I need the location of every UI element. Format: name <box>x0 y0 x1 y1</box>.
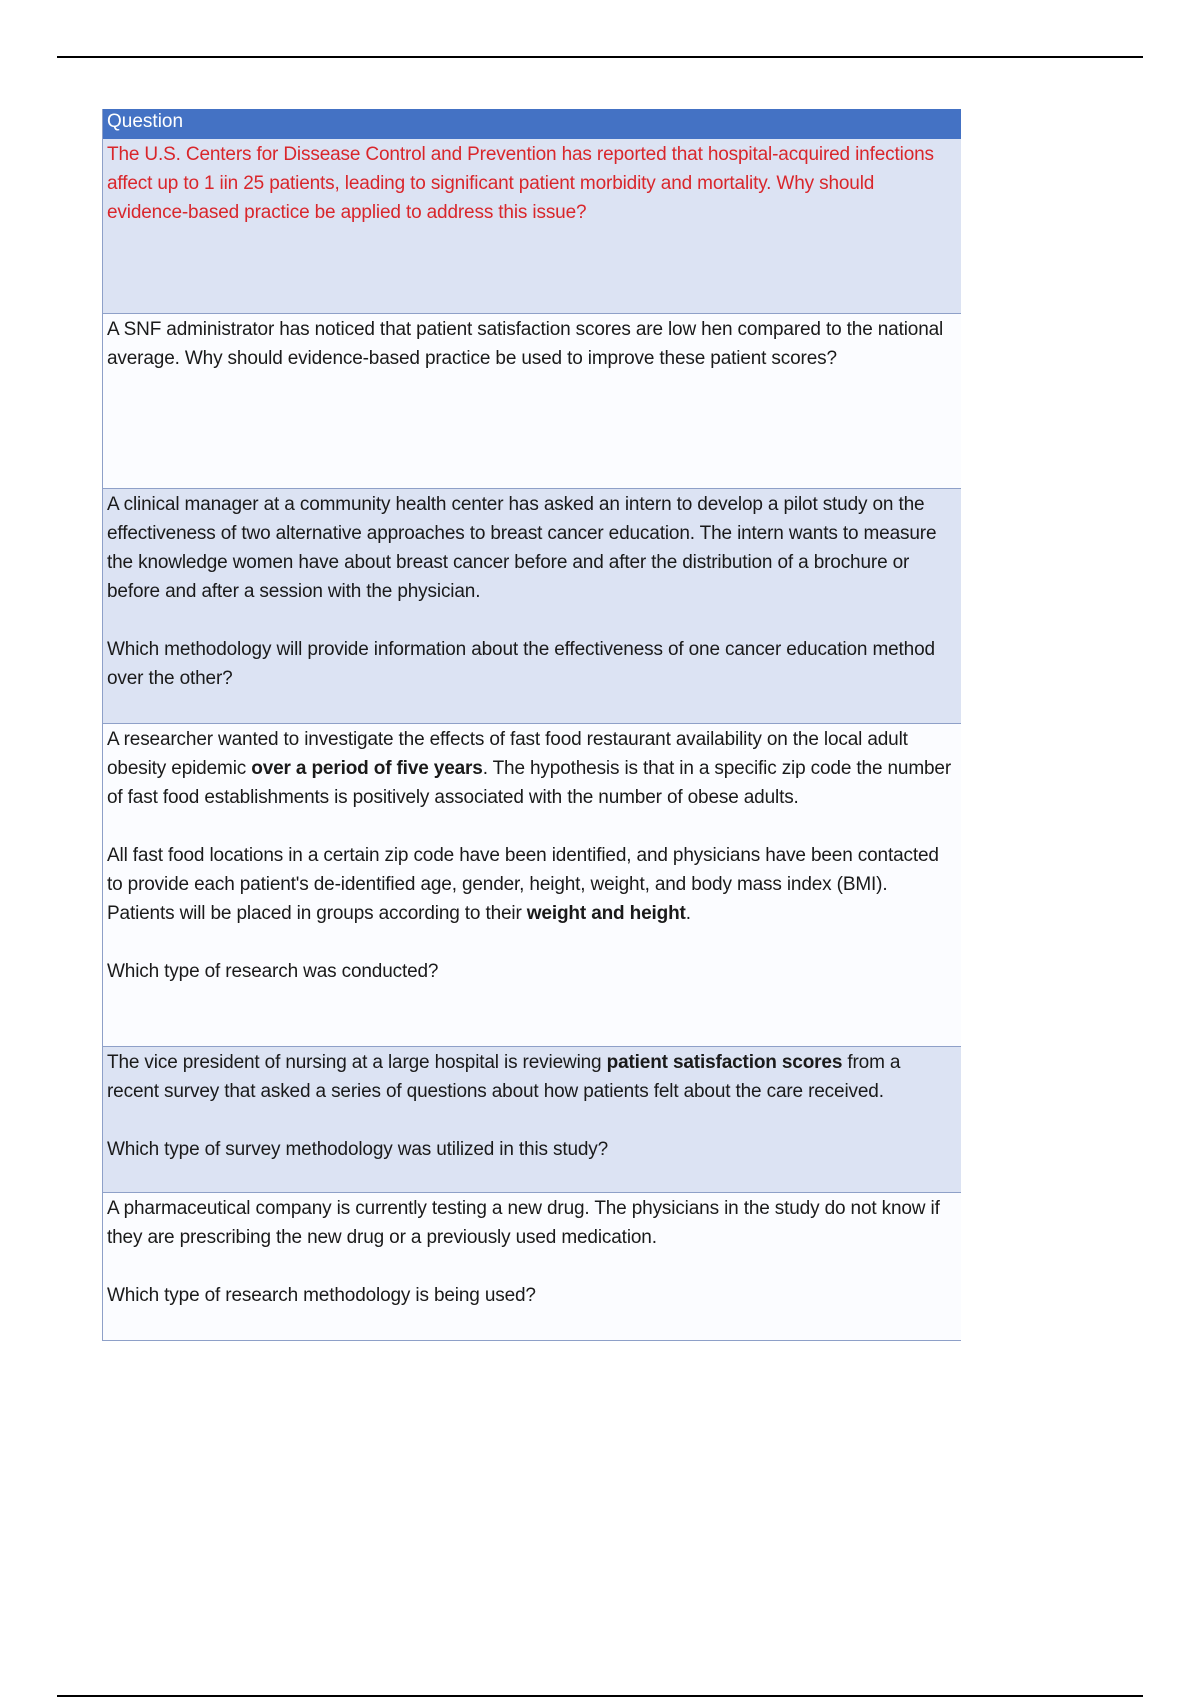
question-prompt: Which type of survey methodology was utilized in this study? <box>107 1139 609 1160</box>
question-row-2 <box>103 314 961 489</box>
question-text: A clinical manager at a community health center has asked an intern to develop a pilot study on the effectiveness of two alternative approaches to breast cancer education. The intern wants to measure the knowledge women have about breast cancer before and after the distribution of a brochure or before and after a session with the physician. <box>107 494 937 602</box>
question-text: A pharmaceutical company is currently testing a new drug. The physicians in the study do not know if they are prescribing the new drug or a previously used medication. <box>107 1198 940 1248</box>
question-table <box>102 109 961 1341</box>
question-text: The U.S. Centers for Dissease Control and Prevention has reported that hospital-acquired infections affect up to 1 iin 25 patients, leading to significant patient morbidity and mortality. Why should evidence-based practice be applied to address this issue? <box>107 144 934 223</box>
question-text: The vice president of nursing at a large hospital is reviewing patient satisfaction scores from a recent survey that asked a series of questions about how patients felt about the care received. <box>107 1052 901 1102</box>
question-row-5 <box>103 1047 961 1193</box>
question-text: A researcher wanted to investigate the effects of fast food restaurant availability on the local adult obesity epidemic over a period of five years. The hypothesis is that in a specific zip code the number of fast food establishments is positively associated with the number of obese adults. <box>107 729 952 808</box>
question-text: All fast food locations in a certain zip code have been identified, and physicians have been contacted to provide each patient's de-identified age, gender, height, weight, and body mass index (BMI). Patients will be placed in groups according to their weight and height. <box>107 845 939 924</box>
question-row-1 <box>103 139 961 314</box>
top-rule <box>57 56 1143 58</box>
emphasis: over a period of five years <box>251 758 483 779</box>
question-text: A SNF administrator has noticed that patient satisfaction scores are low hen compared to the national average. Why should evidence-based practice be used to improve these patient scores? <box>107 319 944 369</box>
emphasis: patient satisfaction scores <box>606 1052 843 1073</box>
question-row-3 <box>103 489 961 724</box>
question-prompt: Which type of research methodology is being used? <box>107 1285 536 1306</box>
bottom-rule <box>57 1695 1143 1697</box>
column-header-question: Question <box>103 109 961 139</box>
question-row-4 <box>103 724 961 1047</box>
question-prompt: Which methodology will provide information about the effectiveness of one cancer education method over the other? <box>107 639 935 689</box>
question-row-6 <box>103 1193 961 1341</box>
emphasis: weight and height <box>526 903 686 924</box>
question-prompt: Which type of research was conducted? <box>107 961 439 982</box>
